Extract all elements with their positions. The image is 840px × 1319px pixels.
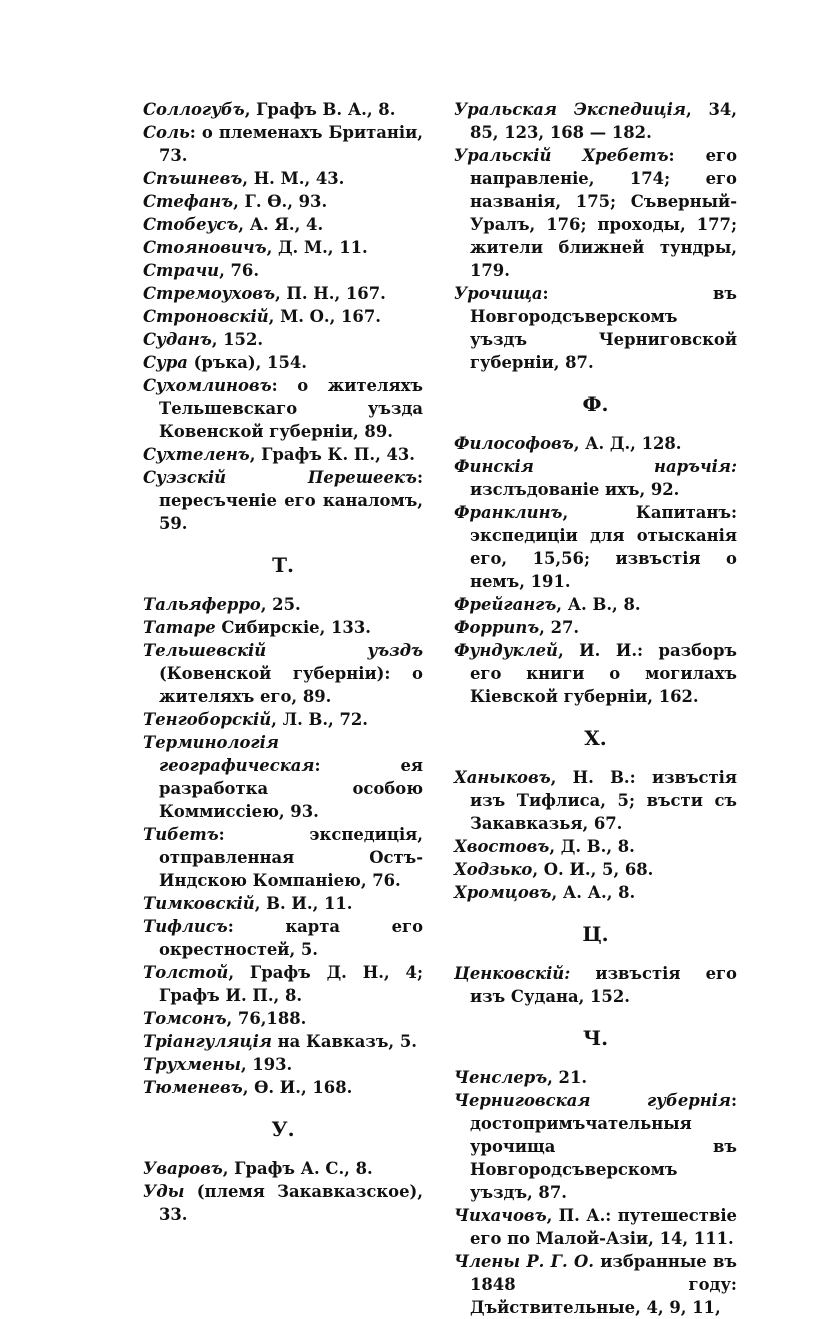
index-entry xyxy=(143,328,423,351)
index-entry xyxy=(454,1204,737,1250)
index-entry xyxy=(143,190,423,213)
entry-headword: Хромцовъ xyxy=(454,883,552,902)
entry-references: , П. А.: путешествіе его по Малой-Азіи, 14, 111. xyxy=(470,1206,737,1248)
index-entry xyxy=(143,213,423,236)
entry-references: (Ковенской губерніи): о жителяхъ его, 89. xyxy=(159,664,423,706)
index-entry xyxy=(143,98,423,121)
entry-headword: Тельшевскій уъздъ xyxy=(143,641,423,660)
entry-references: , Графъ К. П., 43. xyxy=(249,445,415,464)
index-entry xyxy=(454,593,737,616)
index-entry xyxy=(454,835,737,858)
entry-references: , Ѳ. И., 168. xyxy=(242,1078,353,1097)
entry-references: , Г. Ѳ., 93. xyxy=(233,192,328,211)
entry-references: , Н. В.: извъстія изъ Тифлиса, 5; въсти съ Закавказья, 67. xyxy=(470,768,737,833)
index-entry xyxy=(143,282,423,305)
index-column-left xyxy=(143,98,423,1226)
index-entry xyxy=(454,1089,737,1204)
entry-headword: Тальяферро xyxy=(143,595,261,614)
entry-headword: Татаре xyxy=(143,618,216,637)
entry-references: , А. Д., 128. xyxy=(573,434,682,453)
entry-headword: Суданъ xyxy=(143,330,212,349)
entry-headword: Сура xyxy=(143,353,188,372)
entry-headword: Уральскій Хребетъ xyxy=(454,146,669,165)
entry-references: : пересъченіе его каналомъ, 59. xyxy=(159,468,423,533)
entry-headword: Ханыковъ xyxy=(454,768,551,787)
index-entry xyxy=(454,858,737,881)
entry-references: , И. И.: разборъ его книги о могилахъ Кіевской губерніи, 162. xyxy=(470,641,737,706)
entry-headword: Члены Р. Г. О. xyxy=(454,1252,594,1271)
index-entry xyxy=(143,374,423,443)
entry-headword: Страчи xyxy=(143,261,220,280)
entry-headword: Финскія наръчія: xyxy=(454,457,737,476)
entry-headword: Стефанъ xyxy=(143,192,234,211)
entry-headword: Соль xyxy=(143,123,190,142)
index-entry xyxy=(143,1053,423,1076)
entry-references: (племя Закавказское), 33. xyxy=(159,1182,423,1224)
entry-references: , 76,188. xyxy=(226,1009,307,1028)
section-letter: Ч. xyxy=(582,1026,609,1050)
entry-headword: Уды xyxy=(143,1182,185,1201)
index-entry xyxy=(143,466,423,535)
index-entry xyxy=(143,708,423,731)
index-entry xyxy=(454,1066,737,1089)
entry-headword: Строновскій xyxy=(143,307,269,326)
index-entry xyxy=(454,616,737,639)
index-entry xyxy=(143,961,423,1007)
entry-references: , 21. xyxy=(547,1068,588,1087)
index-entry xyxy=(454,766,737,835)
index-entry xyxy=(143,731,423,823)
index-column-right xyxy=(454,98,737,1319)
index-entry xyxy=(143,1076,423,1099)
entry-references: : экспедиція, отправленная Остъ-Индскою Компаніею, 76. xyxy=(159,825,423,890)
entry-headword: Тимковскій xyxy=(143,894,255,913)
entry-references: , В. И., 11. xyxy=(254,894,353,913)
entry-headword: Тибетъ xyxy=(143,825,219,844)
entry-references: , А. В., 8. xyxy=(556,595,641,614)
entry-headword: Ценковскій: xyxy=(454,964,571,983)
entry-references: , Л. В., 72. xyxy=(271,710,368,729)
entry-headword: Тенгоборскій xyxy=(143,710,272,729)
entry-references: извъстія его изъ Судана, 152. xyxy=(470,964,737,1006)
index-entry xyxy=(454,455,737,501)
entry-references: , М. О., 167. xyxy=(268,307,381,326)
entry-references: , О. И., 5, 68. xyxy=(532,860,654,879)
entry-references: : о племенахъ Британіи, 73. xyxy=(159,123,423,165)
entry-headword: Черниговская губернія xyxy=(454,1091,731,1110)
entry-references: : карта его окрестностей, 5. xyxy=(159,917,423,959)
index-entry xyxy=(454,282,737,374)
entry-references: : въ Новгородсъверскомъ уъздъ Черниговской губерніи, 87. xyxy=(470,284,737,372)
entry-references: , П. Н., 167. xyxy=(274,284,386,303)
index-entry xyxy=(143,1030,423,1053)
index-entry xyxy=(454,144,737,282)
index-entry xyxy=(143,639,423,708)
entry-references: , Графъ В. А., 8. xyxy=(244,100,396,119)
index-entry xyxy=(143,1180,423,1226)
entry-references: , 152. xyxy=(211,330,264,349)
entry-headword: Трухмены xyxy=(143,1055,241,1074)
index-entry xyxy=(454,98,737,144)
index-entry xyxy=(454,432,737,455)
section-letter: Х. xyxy=(584,726,607,750)
entry-references: , 34, 85, 123, 168 — 182. xyxy=(470,100,737,142)
entry-headword: Соллогубъ xyxy=(143,100,245,119)
entry-headword: Спъшневъ xyxy=(143,169,243,188)
entry-headword: Уральская Экспедиція xyxy=(454,100,686,119)
entry-headword: Фрейгангъ xyxy=(454,595,557,614)
section-letter: У. xyxy=(271,1117,295,1141)
entry-headword: Суэзскій Перешеекъ xyxy=(143,468,417,487)
entry-headword: Сухомлиновъ xyxy=(143,376,272,395)
index-entry xyxy=(143,305,423,328)
entry-headword: Ченслеръ xyxy=(454,1068,548,1087)
entry-references: : о жителяхъ Тельшевскаго уъзда Ковенской губерніи, 89. xyxy=(159,376,423,441)
section-letter: Ц. xyxy=(582,922,609,946)
entry-references: , 193. xyxy=(240,1055,293,1074)
entry-references: (ръка), 154. xyxy=(187,353,307,372)
entry-references: , Д. В., 8. xyxy=(549,837,635,856)
entry-references: , А. А., 8. xyxy=(551,883,636,902)
entry-headword: Тюменевъ xyxy=(143,1078,243,1097)
entry-headword: Чихачовъ xyxy=(454,1206,547,1225)
entry-references: , 76. xyxy=(219,261,260,280)
entry-headword: Франклинъ xyxy=(454,503,563,522)
entry-references: изслъдованіе ихъ, 92. xyxy=(470,480,680,499)
entry-headword: Ходзько xyxy=(454,860,533,879)
index-entry xyxy=(454,962,737,1008)
entry-headword: Фундуклей xyxy=(454,641,558,660)
entry-references: , Графъ А. С., 8. xyxy=(222,1159,373,1178)
entry-headword: Тифлисъ xyxy=(143,917,228,936)
index-entry xyxy=(143,236,423,259)
index-entry xyxy=(143,593,423,616)
entry-headword: Толстой xyxy=(143,963,229,982)
entry-references: : его направленіе, 174; его названія, 175; Съверный-Уралъ, 176; проходы, 177; жители ближней тундры, 179. xyxy=(470,146,737,280)
entry-references: , Капитанъ: экспедиціи для отысканія его, 15,56; извъстія о немъ, 191. xyxy=(470,503,737,591)
entry-references: избранные въ 1848 году: Дъйствительные, 4, 9, 11, xyxy=(470,1252,737,1317)
index-entry xyxy=(143,443,423,466)
entry-references: , А. Я., 4. xyxy=(238,215,324,234)
index-entry xyxy=(143,616,423,639)
entry-headword: Хвостовъ xyxy=(454,837,550,856)
index-entry xyxy=(143,1007,423,1030)
index-entry xyxy=(143,892,423,915)
entry-references: Сибирскіе, 133. xyxy=(215,618,371,637)
index-entry xyxy=(143,121,423,167)
entry-headword: Стремоуховъ xyxy=(143,284,275,303)
entry-headword: Уваровъ xyxy=(143,1159,223,1178)
index-entry xyxy=(454,1250,737,1319)
entry-headword: Урочища xyxy=(454,284,543,303)
index-entry xyxy=(143,823,423,892)
entry-references: : достопримъчательныя урочища въ Новгородсъверскомъ уъздъ, 87. xyxy=(470,1091,737,1202)
entry-headword: Философовъ xyxy=(454,434,574,453)
entry-references: , 25. xyxy=(260,595,301,614)
entry-headword: Стобеусъ xyxy=(143,215,239,234)
index-entry xyxy=(454,501,737,593)
index-entry xyxy=(143,167,423,190)
entry-references: , 27. xyxy=(539,618,580,637)
index-entry xyxy=(143,351,423,374)
index-entry xyxy=(454,881,737,904)
entry-references: : ея разработка особою Коммиссіею, 93. xyxy=(159,756,423,821)
section-letter: Ф. xyxy=(582,392,609,416)
entry-references: , Н. М., 43. xyxy=(242,169,345,188)
entry-headword: Томсонъ xyxy=(143,1009,227,1028)
entry-headword: Тріангуляція xyxy=(143,1032,272,1051)
entry-headword: Стояновичъ xyxy=(143,238,267,257)
index-entry xyxy=(143,259,423,282)
entry-references: на Кавказъ, 5. xyxy=(271,1032,417,1051)
entry-references: , Графъ Д. Н., 4; Графъ И. П., 8. xyxy=(159,963,423,1005)
section-letter: Т. xyxy=(272,553,294,577)
index-entry xyxy=(454,639,737,708)
entry-headword: Форрипъ xyxy=(454,618,540,637)
entry-headword: Терминологія географическая xyxy=(143,733,315,775)
entry-references: , Д. М., 11. xyxy=(266,238,368,257)
index-entry xyxy=(143,915,423,961)
entry-headword: Сухтеленъ xyxy=(143,445,250,464)
index-entry xyxy=(143,1157,423,1180)
